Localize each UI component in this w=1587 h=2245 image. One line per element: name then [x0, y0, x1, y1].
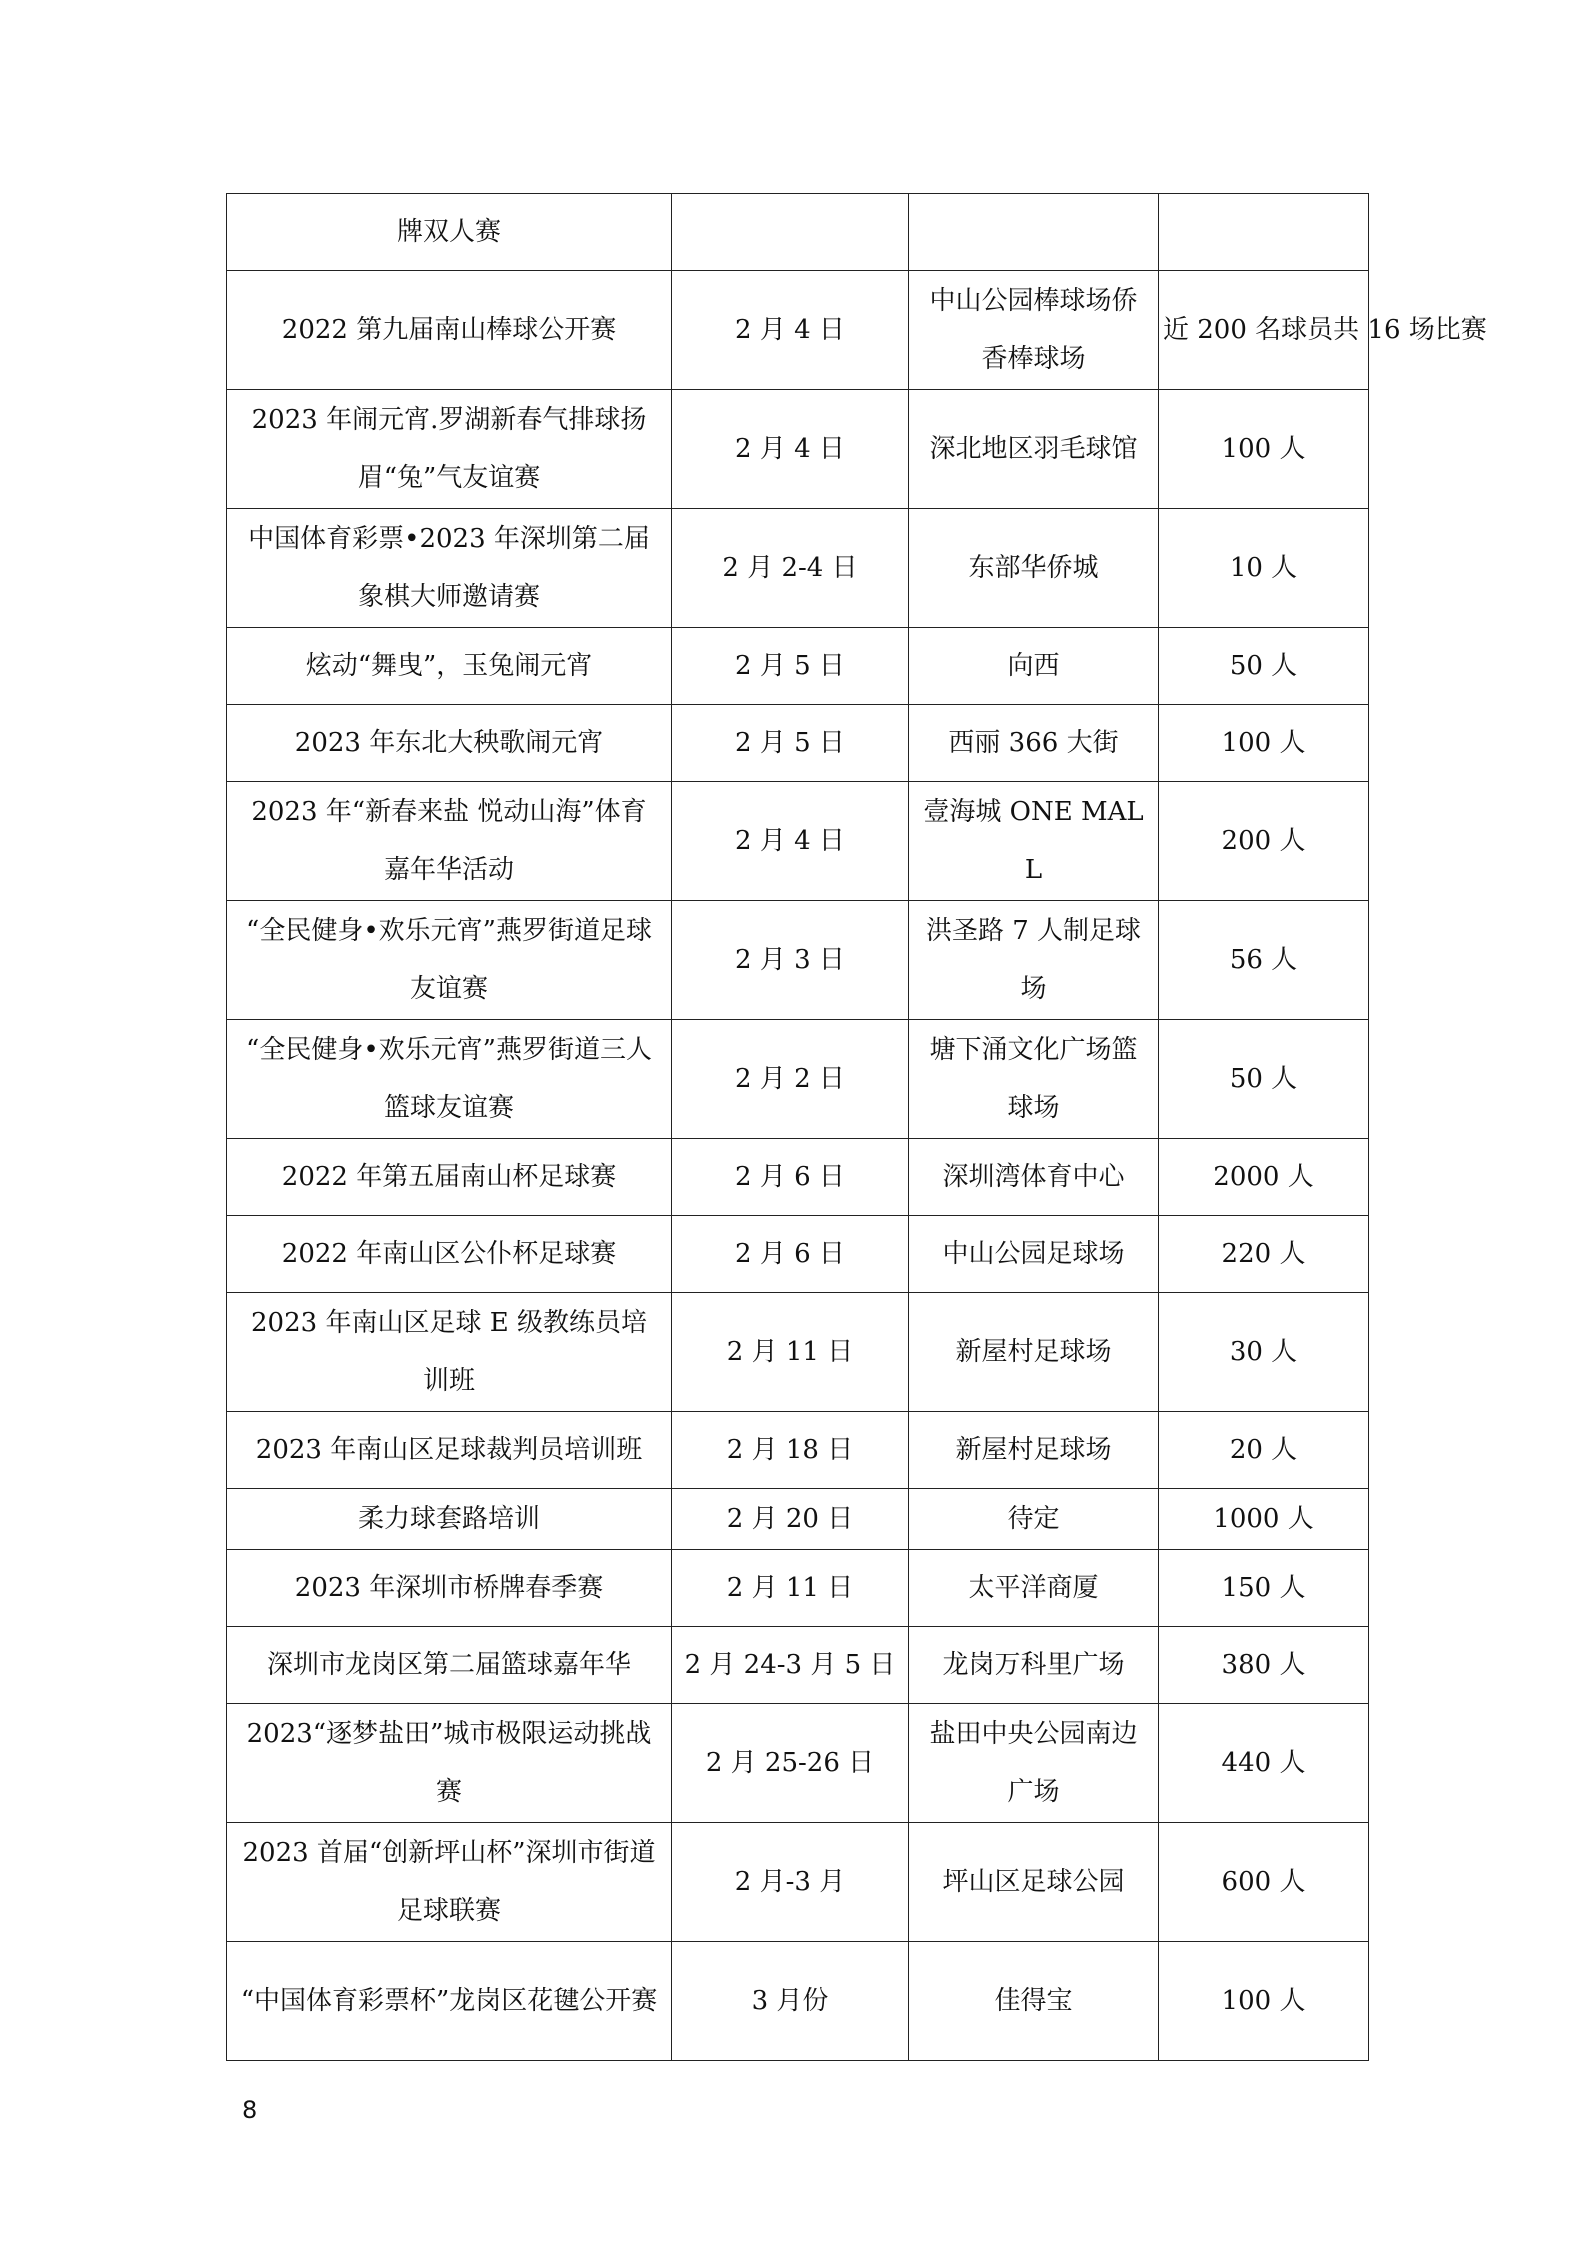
- event-venue-cell: 西丽 366 大街: [909, 705, 1159, 782]
- event-name-cell: 2023 年深圳市桥牌春季赛: [227, 1550, 672, 1627]
- event-participants-cell: [1159, 194, 1369, 271]
- event-date-cell: 2 月 2 日: [672, 1020, 909, 1139]
- event-date-cell: 2 月 5 日: [672, 705, 909, 782]
- event-name-cell: 中国体育彩票•2023 年深圳第二届象棋大师邀请赛: [227, 509, 672, 628]
- event-date-cell: [672, 194, 909, 271]
- table-row: [227, 705, 1369, 782]
- event-participants-cell: 50 人: [1159, 1020, 1369, 1139]
- event-venue-cell: 龙岗万科里广场: [909, 1627, 1159, 1704]
- event-venue-cell: 洪圣路 7 人制足球场: [909, 901, 1159, 1020]
- table-row: [227, 1139, 1369, 1216]
- event-participants-cell: 380 人: [1159, 1627, 1369, 1704]
- event-venue-cell: 坪山区足球公园: [909, 1823, 1159, 1942]
- table-row: [227, 509, 1369, 628]
- table-row: [227, 1550, 1369, 1627]
- event-name-cell: 2023“逐梦盐田”城市极限运动挑战赛: [227, 1704, 672, 1823]
- event-date-cell: 2 月 4 日: [672, 271, 909, 390]
- event-name-cell: “中国体育彩票杯”龙岗区花毽公开赛: [227, 1942, 672, 2061]
- event-participants-cell: 220 人: [1159, 1216, 1369, 1293]
- table-row: [227, 1293, 1369, 1412]
- event-venue-cell: 待定: [909, 1489, 1159, 1550]
- event-date-cell: 2 月 3 日: [672, 901, 909, 1020]
- event-venue-cell: 深圳湾体育中心: [909, 1139, 1159, 1216]
- event-date-cell: 2 月 4 日: [672, 390, 909, 509]
- event-name-cell: “全民健身•欢乐元宵”燕罗街道足球友谊赛: [227, 901, 672, 1020]
- table-row: [227, 1704, 1369, 1823]
- event-name-cell: 2023 年南山区足球 E 级教练员培训班: [227, 1293, 672, 1412]
- table-row: [227, 1942, 1369, 2061]
- event-date-cell: 2 月 5 日: [672, 628, 909, 705]
- event-venue-cell: 中山公园足球场: [909, 1216, 1159, 1293]
- event-venue-cell: 深北地区羽毛球馆: [909, 390, 1159, 509]
- event-venue-cell: 中山公园棒球场侨香棒球场: [909, 271, 1159, 390]
- event-participants-cell: 近 200 名球员共 16 场比赛: [1159, 271, 1369, 390]
- event-venue-cell: 塘下涌文化广场篮球场: [909, 1020, 1159, 1139]
- event-name-cell: 柔力球套路培训: [227, 1489, 672, 1550]
- event-date-cell: 2 月 24-3 月 5 日: [672, 1627, 909, 1704]
- event-participants-cell: 100 人: [1159, 390, 1369, 509]
- event-venue-cell: 向西: [909, 628, 1159, 705]
- event-participants-cell: 1000 人: [1159, 1489, 1369, 1550]
- event-venue-cell: 新屋村足球场: [909, 1412, 1159, 1489]
- event-name-cell: “全民健身•欢乐元宵”燕罗街道三人篮球友谊赛: [227, 1020, 672, 1139]
- table-row: [227, 1627, 1369, 1704]
- event-participants-cell: 50 人: [1159, 628, 1369, 705]
- event-venue-cell: 壹海城 ONE MALL: [909, 782, 1159, 901]
- table-row: [227, 194, 1369, 271]
- event-name-cell: 深圳市龙岗区第二届篮球嘉年华: [227, 1627, 672, 1704]
- event-participants-cell: 20 人: [1159, 1412, 1369, 1489]
- event-name-cell: 牌双人赛: [227, 194, 672, 271]
- events-table-body: [227, 194, 1487, 2061]
- event-date-cell: 2 月 2-4 日: [672, 509, 909, 628]
- event-name-cell: 2022 年南山区公仆杯足球赛: [227, 1216, 672, 1293]
- event-name-cell: 2023 首届“创新坪山杯”深圳市街道足球联赛: [227, 1823, 672, 1942]
- table-row: [227, 1489, 1369, 1550]
- event-name-cell: 2022 年第五届南山杯足球赛: [227, 1139, 672, 1216]
- page-number: 8: [242, 2096, 258, 2124]
- event-venue-cell: 新屋村足球场: [909, 1293, 1159, 1412]
- event-date-cell: 2 月 11 日: [672, 1293, 909, 1412]
- event-participants-cell: 100 人: [1159, 705, 1369, 782]
- event-date-cell: 2 月 6 日: [672, 1216, 909, 1293]
- event-participants-cell: 600 人: [1159, 1823, 1369, 1942]
- event-name-cell: 2023 年南山区足球裁判员培训班: [227, 1412, 672, 1489]
- event-participants-cell: 10 人: [1159, 509, 1369, 628]
- event-participants-cell: 100 人: [1159, 1942, 1369, 2061]
- event-participants-cell: 30 人: [1159, 1293, 1369, 1412]
- table-row: [227, 390, 1369, 509]
- event-date-cell: 3 月份: [672, 1942, 909, 2061]
- event-name-cell: 炫动“舞曳”，玉兔闹元宵: [227, 628, 672, 705]
- event-date-cell: 2 月 4 日: [672, 782, 909, 901]
- event-venue-cell: 佳得宝: [909, 1942, 1159, 2061]
- table-row: [227, 1823, 1369, 1942]
- event-date-cell: 2 月 25-26 日: [672, 1704, 909, 1823]
- table-row: [227, 271, 1369, 390]
- event-participants-cell: 150 人: [1159, 1550, 1369, 1627]
- event-venue-cell: 太平洋商厦: [909, 1550, 1159, 1627]
- table-row: [227, 628, 1369, 705]
- event-participants-cell: 2000 人: [1159, 1139, 1369, 1216]
- event-date-cell: 2 月 20 日: [672, 1489, 909, 1550]
- event-venue-cell: [909, 194, 1159, 271]
- table-row: [227, 1020, 1369, 1139]
- table-row: [227, 782, 1369, 901]
- event-date-cell: 2 月 18 日: [672, 1412, 909, 1489]
- event-participants-cell: 56 人: [1159, 901, 1369, 1020]
- event-date-cell: 2 月 6 日: [672, 1139, 909, 1216]
- event-name-cell: 2023 年闹元宵.罗湖新春气排球扬眉“兔”气友谊赛: [227, 390, 672, 509]
- table-row: [227, 1216, 1369, 1293]
- table-row: [227, 901, 1369, 1020]
- event-participants-cell: 440 人: [1159, 1704, 1369, 1823]
- table-row: [227, 1412, 1369, 1489]
- events-table: [226, 193, 1487, 2061]
- event-date-cell: 2 月-3 月: [672, 1823, 909, 1942]
- event-name-cell: 2023 年东北大秧歌闹元宵: [227, 705, 672, 782]
- event-venue-cell: 盐田中央公园南边广场: [909, 1704, 1159, 1823]
- event-participants-cell: 200 人: [1159, 782, 1369, 901]
- event-name-cell: 2022 第九届南山棒球公开赛: [227, 271, 672, 390]
- event-venue-cell: 东部华侨城: [909, 509, 1159, 628]
- event-date-cell: 2 月 11 日: [672, 1550, 909, 1627]
- event-name-cell: 2023 年“新春来盐 悦动山海”体育嘉年华活动: [227, 782, 672, 901]
